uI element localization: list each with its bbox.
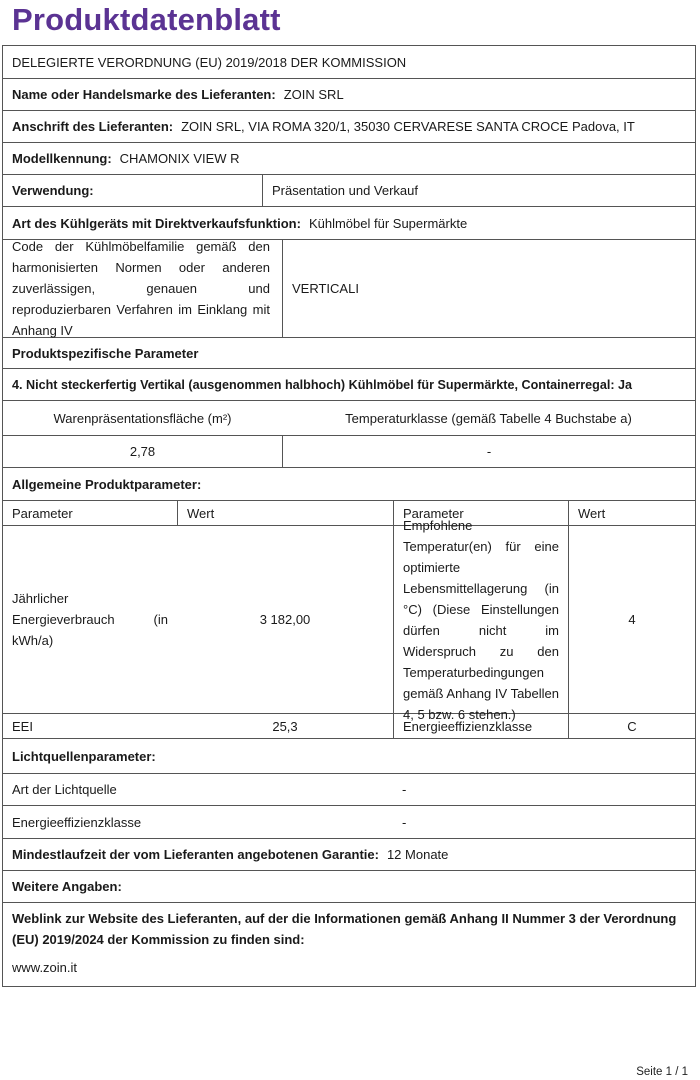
supplier-name-row: [3, 79, 695, 111]
temperature-class-value: -: [486, 444, 492, 459]
efficiency-class-value: C: [627, 718, 637, 734]
efficiency-class-label: Energieeffizienzklasse: [403, 718, 533, 734]
eei-label: EEI: [12, 718, 33, 734]
display-area-value: 2,78: [129, 444, 156, 459]
supplier-website-link[interactable]: www.zoin.it: [12, 960, 78, 975]
light-source-class-label: Energieeffizienzklasse: [12, 814, 142, 830]
model-row: [3, 143, 695, 175]
general-params-heading: Allgemeine Produktparameter:: [12, 476, 202, 492]
parameter-header-2: Parameter: [403, 505, 464, 521]
category-text: 4. Nicht steckerfertig Vertikal (ausgenommen halbhoch) Kühlmöbel für Supermärkte, Containerregal: Ja: [12, 377, 633, 392]
supplier-address-label: Anschrift des Lieferanten:: [12, 119, 174, 134]
value-header-2: Wert: [578, 505, 606, 521]
further-info-heading: Weitere Angaben:: [12, 879, 122, 894]
weblink-row: [3, 903, 695, 987]
light-source-type-label: Art der Lichtquelle: [12, 782, 117, 797]
value-header-1: Wert: [187, 505, 215, 521]
annual-energy-value: 3 182,00: [259, 612, 311, 627]
supplier-address-value: ZOIN SRL, VIA ROMA 320/1, 35030 CERVARESE SANTA CROCE Padova, IT: [181, 119, 635, 134]
specific-params-value-row: [3, 436, 695, 468]
weblink-label: Weblink zur Website des Lieferanten, auf der die Informationen gemäß Anhang II Nummer 3 der Verordnung (EU) 2019/2024 der Kommission zu finden sind:: [12, 911, 677, 947]
family-code-label: Code der Kühlmöbelfamilie gemäß den harmonisierten Normen oder anderen zuverlässigen, genauen und reproduzierbaren Verfahren im Einklang mit Anhang IV: [12, 239, 270, 338]
eei-row: [3, 714, 695, 739]
appliance-type-label: Art des Kühlgeräts mit Direktverkaufsfunktion:: [12, 215, 301, 231]
specific-params-heading-row: [3, 338, 695, 369]
warranty-label: Mindestlaufzeit der vom Lieferanten angebotenen Garantie:: [12, 847, 379, 862]
family-code-row: [3, 240, 695, 338]
light-source-class-row: [3, 806, 695, 839]
recommended-temperature-value: 4: [628, 612, 636, 627]
page-title: Produktdatenblatt: [12, 2, 281, 37]
supplier-name-value: ZOIN SRL: [283, 87, 344, 102]
supplier-address-row: [3, 111, 695, 143]
model-label: Modellkennung:: [12, 151, 112, 166]
model-value: CHAMONIX VIEW R: [119, 151, 240, 166]
usage-value: Präsentation und Verkauf: [272, 183, 418, 198]
annual-energy-label: Jährlicher Energieverbrauch (in kWh/a): [12, 591, 168, 648]
category-row: [3, 369, 695, 401]
regulation-row: [3, 46, 695, 79]
family-code-value: VERTICALI: [292, 281, 359, 296]
specific-params-heading: Produktspezifische Parameter: [12, 345, 199, 361]
light-source-type-row: [3, 774, 695, 806]
specific-params-header-row: [3, 401, 695, 436]
light-source-type-value: -: [402, 782, 407, 797]
light-source-heading: Lichtquellenparameter:: [12, 748, 156, 764]
product-data-sheet: [2, 45, 696, 987]
supplier-name-label: Name oder Handelsmarke des Lieferanten:: [12, 87, 276, 102]
light-source-class-value: -: [402, 814, 407, 830]
parameter-header-1: Parameter: [12, 505, 73, 521]
further-info-heading-row: [3, 871, 695, 903]
eei-value: 25,3: [272, 718, 298, 734]
general-params-heading-row: [3, 468, 695, 501]
display-area-header: Warenpräsentationsfläche (m²): [53, 410, 232, 426]
warranty-value: 12 Monate: [386, 847, 449, 862]
general-params-header-row: [3, 501, 695, 526]
page-number: Seite 1 / 1: [636, 1066, 688, 1078]
usage-row: [3, 175, 695, 207]
appliance-type-value: Kühlmöbel für Supermärkte: [308, 215, 468, 231]
temperature-class-header: Temperaturklasse (gemäß Tabelle 4 Buchstabe a): [345, 410, 632, 426]
usage-label: Verwendung:: [12, 183, 94, 198]
light-source-heading-row: [3, 739, 695, 774]
annual-energy-row: [3, 517, 695, 722]
regulation-text: DELEGIERTE VERORDNUNG (EU) 2019/2018 DER KOMMISSION: [12, 54, 407, 70]
recommended-temperature-label: Empfohlene Temperatur(en) für eine optimierte Lebensmittellagerung (in °C) (Diese Einstellungen dürfen nicht im Widerspruch zu den Temperaturbedingungen gemäß Anhang IV Tabellen 4, 5 bzw. 6 stehen.): [403, 517, 559, 722]
warranty-row: [3, 839, 695, 871]
